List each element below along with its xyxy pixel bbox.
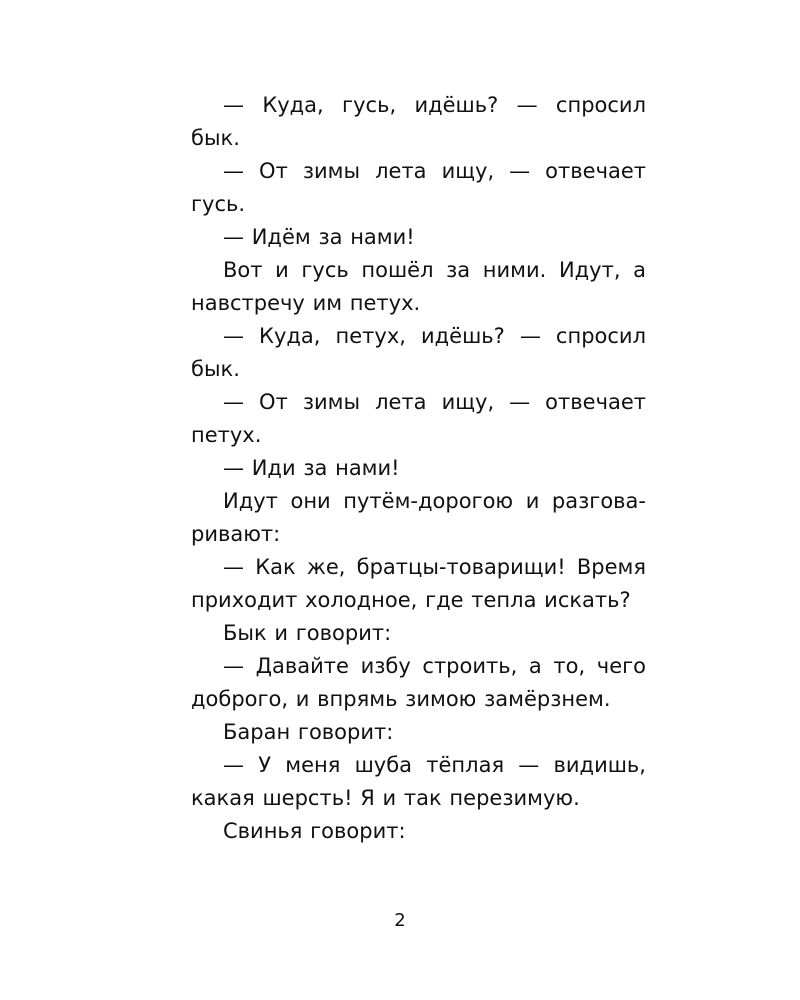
story-text bbox=[191, 89, 646, 848]
paragraph: — Куда, петух, идёшь? — спросил бык. bbox=[191, 324, 646, 381]
paragraph: — Куда, гусь, идёшь? — спросил бык. bbox=[191, 93, 646, 150]
paragraph: — Как же, братцы-товарищи! Время приходит холодное, где тепла искать? bbox=[191, 555, 646, 612]
paragraph: — У меня шуба тёплая — видишь, какая шерсть! Я и так перезимую. bbox=[191, 753, 646, 810]
paragraph: Идут они путём-дорогою и разговаривают: bbox=[191, 489, 646, 546]
paragraph: Вот и гусь пошёл за ними. Идут, а навстречу им петух. bbox=[191, 258, 646, 315]
paragraph: — Давайте избу строить, а то, чего доброго, и впрямь зимою замёрзнем. bbox=[191, 654, 646, 711]
paragraph: Свинья говорит: bbox=[223, 819, 406, 843]
paragraph: Баран говорит: bbox=[223, 720, 394, 744]
paragraph: — От зимы лета ищу, — отвечает гусь. bbox=[191, 159, 646, 216]
paragraph: — От зимы лета ищу, — отвечает петух. bbox=[191, 390, 646, 447]
page-number: 2 bbox=[394, 910, 406, 931]
paragraph: — Идём за нами! bbox=[223, 225, 415, 249]
paragraph: — Иди за нами! bbox=[223, 456, 400, 480]
paragraph: Бык и говорит: bbox=[223, 621, 392, 645]
